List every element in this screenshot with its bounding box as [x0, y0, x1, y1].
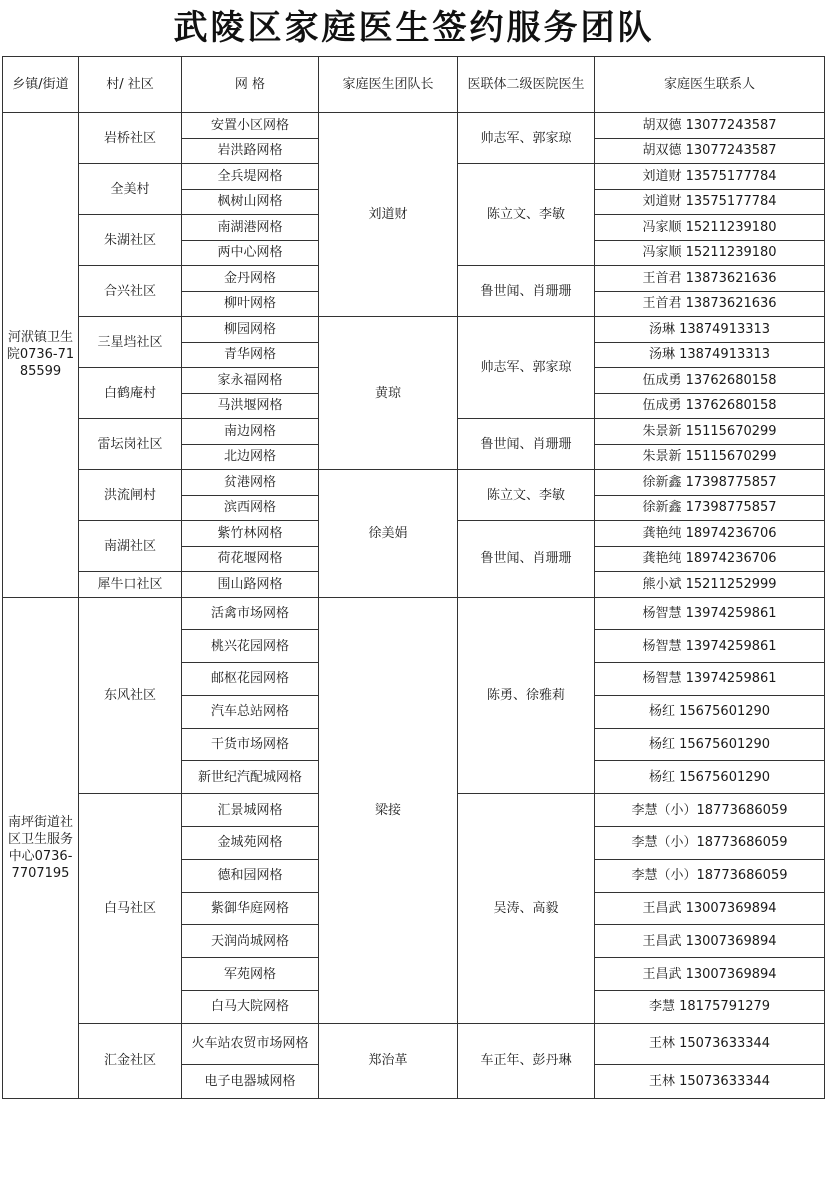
table-header-row	[3, 57, 825, 113]
grid-cell: 德和园网格	[182, 859, 319, 892]
contact-cell: 杨智慧 13974259861	[595, 663, 825, 696]
grid-cell: 荷花堰网格	[182, 546, 319, 572]
doctor-cell: 吴涛、高毅	[458, 794, 595, 1024]
contact-cell: 李慧（小）18773686059	[595, 859, 825, 892]
grid-cell: 汇景城网格	[182, 794, 319, 827]
doctor-cell: 鲁世闻、肖珊珊	[458, 419, 595, 470]
service-team-table	[2, 56, 825, 1099]
grid-cell: 紫竹林网格	[182, 521, 319, 547]
contact-cell: 胡双德 13077243587	[595, 138, 825, 164]
grid-cell: 柳园网格	[182, 317, 319, 343]
leader-cell: 郑治革	[319, 1023, 458, 1098]
contact-cell: 汤琳 13874913313	[595, 317, 825, 343]
contact-cell: 朱景新 15115670299	[595, 419, 825, 445]
village-cell: 岩桥社区	[79, 113, 182, 164]
contact-cell: 杨红 15675601290	[595, 728, 825, 761]
village-cell: 全美村	[79, 164, 182, 215]
contact-cell: 熊小斌 15211252999	[595, 572, 825, 598]
header-village: 村/ 社区	[79, 57, 182, 113]
grid-cell: 安置小区网格	[182, 113, 319, 139]
grid-cell: 青华网格	[182, 342, 319, 368]
doctor-cell: 陈立文、李敏	[458, 470, 595, 521]
leader-cell: 梁接	[319, 597, 458, 1023]
grid-cell: 两中心网格	[182, 240, 319, 266]
contact-cell: 朱景新 15115670299	[595, 444, 825, 470]
grid-cell: 全兵堤网格	[182, 164, 319, 190]
header-grid: 网 格	[182, 57, 319, 113]
town-cell: 河洑镇卫生院0736-7185599	[3, 113, 79, 598]
village-cell: 汇金社区	[79, 1023, 182, 1098]
contact-cell: 李慧（小）18773686059	[595, 794, 825, 827]
contact-cell: 徐新鑫 17398775857	[595, 470, 825, 496]
table-row	[3, 317, 825, 343]
contact-cell: 李慧（小）18773686059	[595, 827, 825, 860]
grid-cell: 贫港网格	[182, 470, 319, 496]
grid-cell: 金丹网格	[182, 266, 319, 292]
grid-cell: 电子电器城网格	[182, 1064, 319, 1098]
page-title: 武陵区家庭医生签约服务团队	[173, 8, 655, 48]
contact-cell: 伍成勇 13762680158	[595, 393, 825, 419]
contact-cell: 王林 15073633344	[595, 1023, 825, 1064]
grid-cell: 南边网格	[182, 419, 319, 445]
grid-cell: 天润尚城网格	[182, 925, 319, 958]
table-row	[3, 597, 825, 630]
contact-cell: 王首君 13873621636	[595, 266, 825, 292]
grid-cell: 北边网格	[182, 444, 319, 470]
grid-cell: 白马大院网格	[182, 991, 319, 1024]
village-cell: 白马社区	[79, 794, 182, 1024]
doctor-cell: 车正年、彭丹琳	[458, 1023, 595, 1098]
grid-cell: 军苑网格	[182, 958, 319, 991]
contact-cell: 王昌武 13007369894	[595, 958, 825, 991]
leader-cell: 徐美娟	[319, 470, 458, 598]
village-cell: 洪流闸村	[79, 470, 182, 521]
grid-cell: 桃兴花园网格	[182, 630, 319, 663]
grid-cell: 围山路网格	[182, 572, 319, 598]
contact-cell: 王昌武 13007369894	[595, 925, 825, 958]
contact-cell: 杨智慧 13974259861	[595, 630, 825, 663]
grid-cell: 家永福网格	[182, 368, 319, 394]
grid-cell: 干货市场网格	[182, 728, 319, 761]
contact-cell: 徐新鑫 17398775857	[595, 495, 825, 521]
leader-cell: 黄琼	[319, 317, 458, 470]
contact-cell: 刘道财 13575177784	[595, 189, 825, 215]
grid-cell: 活禽市场网格	[182, 597, 319, 630]
leader-cell: 刘道财	[319, 113, 458, 317]
village-cell: 白鹤庵村	[79, 368, 182, 419]
village-cell: 犀牛口社区	[79, 572, 182, 598]
village-cell: 合兴社区	[79, 266, 182, 317]
grid-cell: 汽车总站网格	[182, 695, 319, 728]
doctor-cell: 陈立文、李敏	[458, 164, 595, 266]
contact-cell: 冯家顺 15211239180	[595, 240, 825, 266]
contact-cell: 王首君 13873621636	[595, 291, 825, 317]
header-town: 乡镇/街道	[3, 57, 79, 113]
town-cell: 南坪街道社区卫生服务中心0736-7707195	[3, 597, 79, 1098]
grid-cell: 枫树山网格	[182, 189, 319, 215]
village-cell: 南湖社区	[79, 521, 182, 572]
grid-cell: 岩洪路网格	[182, 138, 319, 164]
doctor-cell: 鲁世闻、肖珊珊	[458, 521, 595, 598]
contact-cell: 汤琳 13874913313	[595, 342, 825, 368]
contact-cell: 刘道财 13575177784	[595, 164, 825, 190]
grid-cell: 柳叶网格	[182, 291, 319, 317]
contact-cell: 伍成勇 13762680158	[595, 368, 825, 394]
header-doctor: 医联体二级医院医生	[458, 57, 595, 113]
contact-cell: 李慧 18175791279	[595, 991, 825, 1024]
table-row	[3, 113, 825, 139]
doctor-cell: 帅志军、郭家琼	[458, 317, 595, 419]
header-leader: 家庭医生团队长	[319, 57, 458, 113]
grid-cell: 火车站农贸市场网格	[182, 1023, 319, 1064]
village-cell: 朱湖社区	[79, 215, 182, 266]
table-row	[3, 470, 825, 496]
village-cell: 东风社区	[79, 597, 182, 794]
contact-cell: 胡双德 13077243587	[595, 113, 825, 139]
grid-cell: 马洪堰网格	[182, 393, 319, 419]
grid-cell: 金城苑网格	[182, 827, 319, 860]
contact-cell: 龚艳纯 18974236706	[595, 546, 825, 572]
grid-cell: 新世纪汽配城网格	[182, 761, 319, 794]
village-cell: 三星垱社区	[79, 317, 182, 368]
grid-cell: 邮枢花园网格	[182, 663, 319, 696]
contact-cell: 冯家顺 15211239180	[595, 215, 825, 241]
contact-cell: 杨智慧 13974259861	[595, 597, 825, 630]
grid-cell: 滨西网格	[182, 495, 319, 521]
grid-cell: 紫御华庭网格	[182, 892, 319, 925]
table-row	[3, 1023, 825, 1064]
contact-cell: 龚艳纯 18974236706	[595, 521, 825, 547]
doctor-cell: 鲁世闻、肖珊珊	[458, 266, 595, 317]
contact-cell: 杨红 15675601290	[595, 761, 825, 794]
contact-cell: 杨红 15675601290	[595, 695, 825, 728]
contact-cell: 王林 15073633344	[595, 1064, 825, 1098]
grid-cell: 南湖港网格	[182, 215, 319, 241]
doctor-cell: 帅志军、郭家琼	[458, 113, 595, 164]
header-contact: 家庭医生联系人	[595, 57, 825, 113]
village-cell: 雷坛岗社区	[79, 419, 182, 470]
contact-cell: 王昌武 13007369894	[595, 892, 825, 925]
doctor-cell: 陈勇、徐雅莉	[458, 597, 595, 794]
